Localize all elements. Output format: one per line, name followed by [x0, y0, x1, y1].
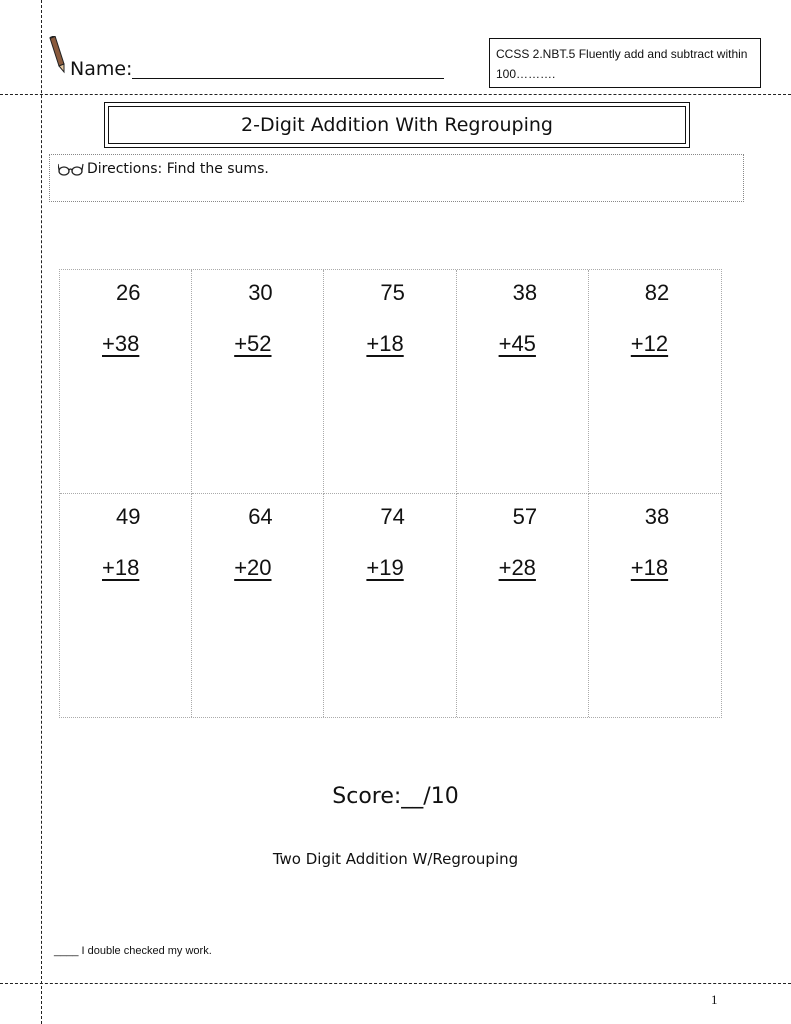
addend-top: 49: [116, 503, 141, 529]
addend-bottom: +52: [234, 331, 272, 356]
addend-bottom: +45: [498, 331, 536, 356]
name-label: Name:: [70, 58, 133, 80]
top-cut-line: [0, 94, 791, 95]
problem-cell: [457, 494, 589, 718]
addend-bottom: +20: [234, 554, 272, 580]
addend-bottom: +38: [102, 331, 140, 356]
addend-top: 30: [248, 280, 273, 305]
problem-cell: [457, 270, 589, 494]
addend-top: 26: [116, 280, 141, 305]
addend-top: 82: [644, 280, 670, 305]
addend-bottom: +18: [630, 554, 669, 580]
double-check-line: ____ I double checked my work.: [54, 945, 212, 957]
addend-bottom: +28: [498, 554, 536, 580]
addend-top: 38: [512, 280, 538, 305]
standard-box: CCSS 2.NBT.5 Fluently add and subtract within 100……….: [489, 38, 761, 88]
bottom-cut-line: [0, 983, 791, 984]
addend-top: 64: [248, 503, 273, 529]
problem-cell: [60, 494, 192, 718]
page-title: 2-Digit Addition With Regrouping: [108, 106, 686, 144]
addend-bottom: +12: [630, 331, 669, 356]
problem-cell: [60, 270, 192, 494]
addend-top: 38: [644, 503, 670, 529]
vertical-cut-line: [41, 0, 42, 1024]
addend-bottom: +18: [366, 331, 404, 356]
title-box: [104, 102, 690, 148]
problem-cell: [192, 494, 324, 718]
problem-cell: [589, 270, 721, 494]
pencil-icon: [44, 36, 68, 76]
problem-grid: [59, 269, 722, 718]
glasses-icon: [58, 162, 84, 176]
addend-bottom: +19: [366, 554, 404, 580]
problem-cell: [324, 494, 456, 718]
directions-text: Directions: Find the sums.: [87, 161, 269, 177]
page-number: 1: [711, 992, 718, 1007]
problem-cell: [324, 270, 456, 494]
addend-top: 57: [512, 503, 538, 529]
addend-bottom: +18: [102, 554, 140, 580]
problem-cell: [589, 494, 721, 718]
problem-cell: [192, 270, 324, 494]
name-blank-line: [132, 78, 444, 79]
addend-top: 74: [380, 503, 405, 529]
addend-top: 75: [380, 280, 405, 305]
footer-title: Two Digit Addition W/Regrouping: [272, 850, 519, 868]
score-line: Score:__/10: [332, 784, 459, 809]
